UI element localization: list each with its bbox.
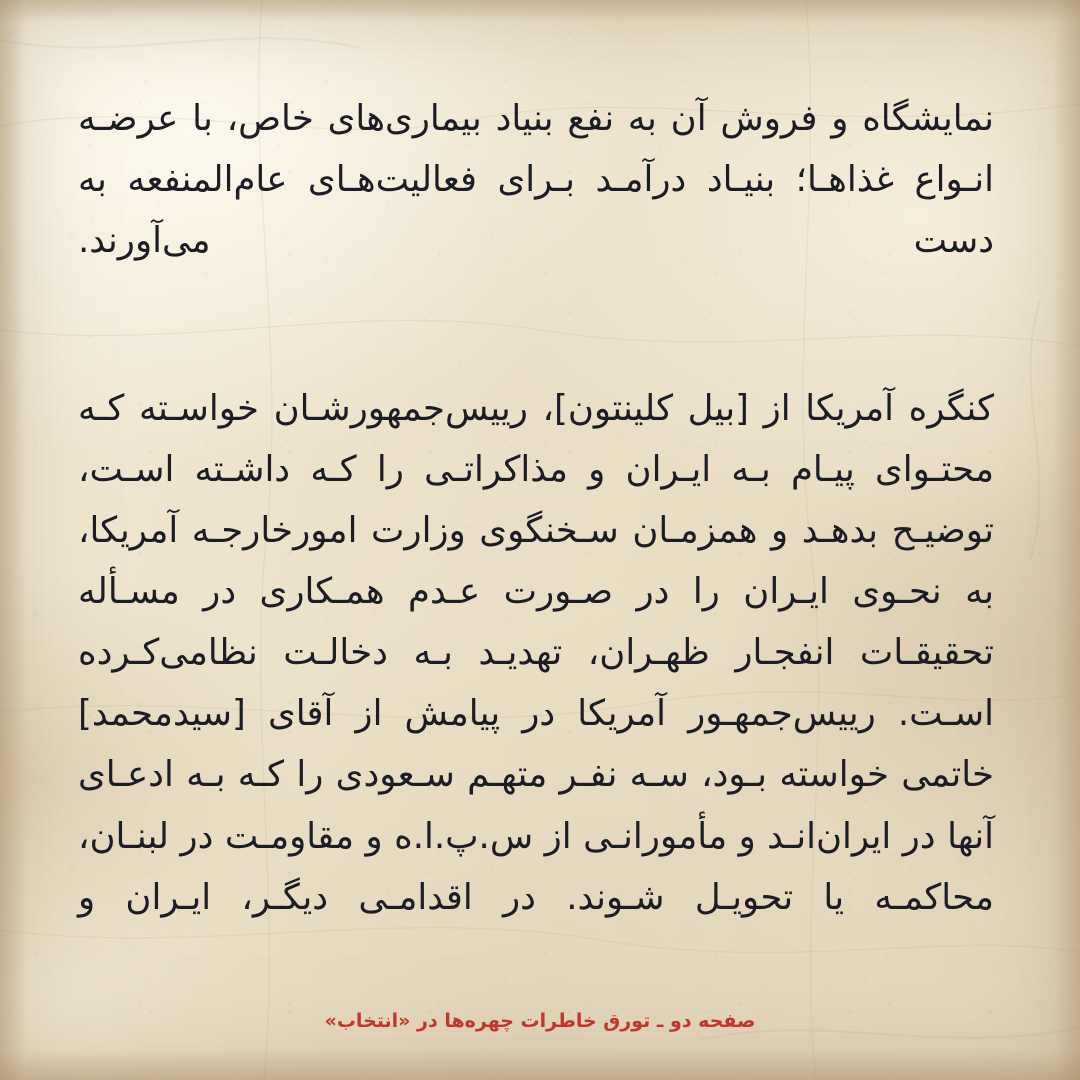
page-edge-bottom xyxy=(0,1050,1080,1080)
paragraph-1: نمایشگاه و فروش آن به نفع بنیاد بیماری‌های خاص، با عرضـه انـواع غذاهـا؛ بنیـاد درآمـد بـرای فعالیت‌هـای عام‌المنفعه به دست می‌آورند. xyxy=(78,98,994,262)
paragraph-2: کنگره آمریکا از [بیل کلینتون]، رییس‌جمهورشـان خواسـته کـه محتـوای پیـام بـه ایـران و مذاکراتـی را کـه داشـته اسـت، توضیـح بدهـد و همزمـان سـخنگوی وزارت امورخارجـه آمریکا، به نحـوی ایـران را در صـورت عـدم همـکاری در مسـأله تحقیقـات انفجـار ظهـران، تهدیـد بـه دخالـت نظامی‌کـرده اسـت. رییس‌جمهـور آمریکا در پیامش از آقای [سیدمحمد] خاتمی خواسته بـود، سـه نفـر متهـم سـعودی را کـه بـه ادعـای آنها در ایران‌انـد و مأمورانـی از س.پ.ا.ه و مقاومـت در لبنـان، محاکمـه یا تحویـل شـوند. در اقدامـی دیگـر، ایـران و xyxy=(78,388,994,918)
page-footer-caption: صفحه دو ـ تورق خاطرات چهره‌ها در «انتخاب» xyxy=(324,1010,756,1032)
